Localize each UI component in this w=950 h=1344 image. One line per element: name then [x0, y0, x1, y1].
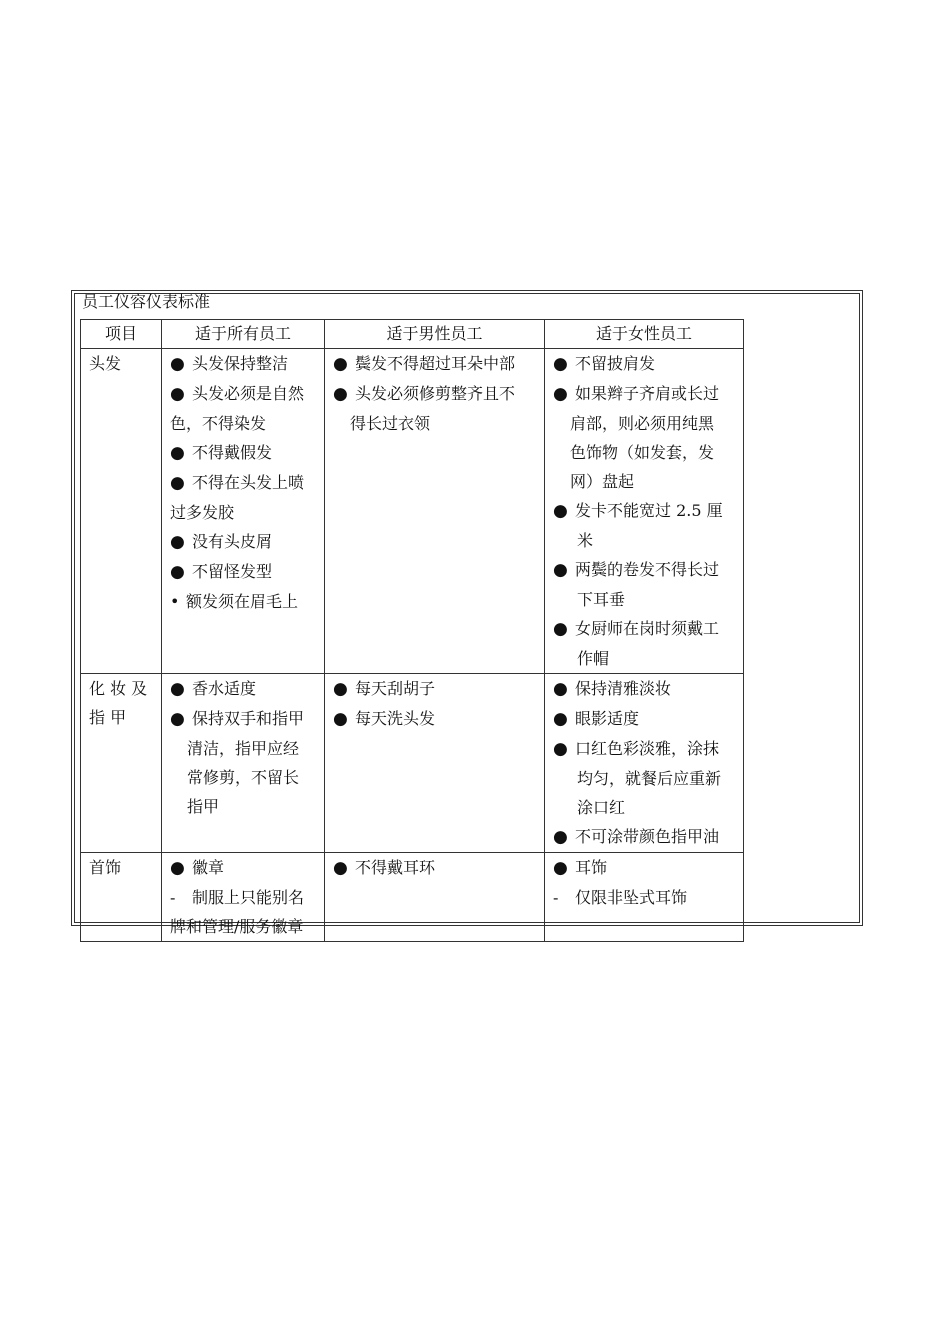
table-row-jewelry — [81, 853, 744, 942]
bullet-icon: ● — [553, 501, 568, 521]
header-male-staff: 适于男性员工 — [325, 320, 545, 349]
bullet-icon: ● — [553, 619, 568, 639]
dash-icon: - — [553, 888, 559, 907]
bullet-icon: ● — [333, 709, 348, 729]
item-hair: 头发 — [81, 349, 162, 674]
bullet-icon: ● — [333, 679, 348, 699]
cell-hair-female: ● 不留披肩发 ● 如果辫子齐肩或长过 肩部，则必须用纯黑 色饰物（如发套，发 网）盘起 ● 发卡不能宽过 2.5 厘 米 ● 两鬓的卷发不得长过 下耳垂 ● 女厨师在岗时须戴工 作帽 — [545, 349, 744, 674]
cell-hair-male: ● 鬓发不得超过耳朵中部 ● 头发必须修剪整齐且不 得长过衣领 — [325, 349, 545, 674]
cell-jewelry-female: ● 耳饰 - 仅限非坠式耳饰 — [545, 853, 744, 942]
bullet-icon: ● — [170, 443, 185, 463]
bullet-icon: ● — [553, 354, 568, 374]
grooming-standards-table — [80, 319, 744, 942]
bullet-icon: ● — [553, 739, 568, 759]
cell-jewelry-male: ● 不得戴耳环 — [325, 853, 545, 942]
cell-makeup-all: ● 香水适度 ● 保持双手和指甲 清洁，指甲应经 常修剪，不留长 指甲 — [162, 674, 325, 853]
bullet-icon: ● — [553, 384, 568, 404]
table-row-makeup — [81, 674, 744, 853]
bullet-icon: ● — [170, 384, 185, 404]
bullet-icon: ● — [170, 532, 185, 552]
bullet-icon: ● — [170, 709, 185, 729]
header-item: 项目 — [81, 320, 162, 349]
bullet-icon: ● — [333, 384, 348, 404]
cell-hair-all: ● 头发保持整洁 ● 头发必须是自然 色，不得染发 ● 不得戴假发 ● 不得在头发上喷 过多发胶 ● 没有头皮屑 ● 不留怪发型 • 额发须在眉毛上 — [162, 349, 325, 674]
dash-icon: - — [170, 888, 176, 907]
cell-makeup-male: ● 每天刮胡子 ● 每天洗头发 — [325, 674, 545, 853]
bullet-icon: ● — [553, 679, 568, 699]
bullet-icon: ● — [553, 827, 568, 847]
header-row — [81, 320, 744, 349]
table-caption: 员工仪容仪表标准 — [82, 292, 211, 311]
small-dot-icon: • — [170, 592, 180, 611]
bullet-icon: ● — [170, 473, 185, 493]
bullet-icon: ● — [170, 679, 185, 699]
cell-jewelry-all: ● 徽章 - 制服上只能别名 牌和管理/服务徽章 — [162, 853, 325, 942]
bullet-icon: ● — [553, 709, 568, 729]
item-makeup: 化 妆 及 指 甲 — [81, 674, 162, 853]
bullet-icon: ● — [333, 858, 348, 878]
bullet-icon: ● — [170, 562, 185, 582]
bullet-icon: ● — [553, 858, 568, 878]
cell-makeup-female: ● 保持清雅淡妆 ● 眼影适度 ● 口红色彩淡雅，涂抹 均匀，就餐后应重新 涂口红 ● 不可涂带颜色指甲油 — [545, 674, 744, 853]
bullet-icon: ● — [170, 858, 185, 878]
table-row-hair — [81, 349, 744, 674]
header-female-staff: 适于女性员工 — [545, 320, 744, 349]
bullet-icon: ● — [170, 354, 185, 374]
bullet-icon: ● — [333, 354, 348, 374]
item-jewelry: 首饰 — [81, 853, 162, 942]
header-all-staff: 适于所有员工 — [162, 320, 325, 349]
bullet-icon: ● — [553, 560, 568, 580]
